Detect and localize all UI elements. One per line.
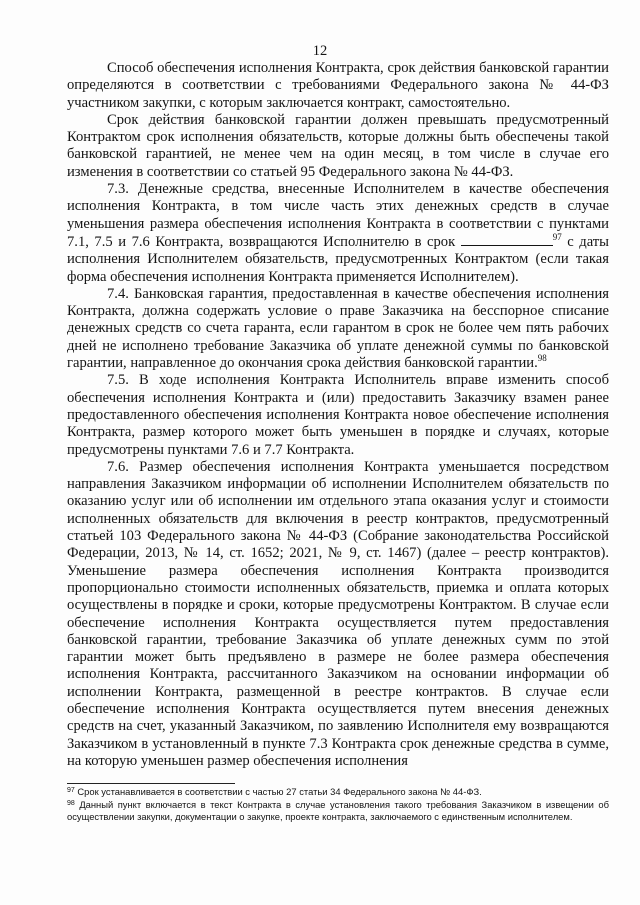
footnotes (67, 786, 609, 824)
footnote-98-text: Данный пункт включается в текст Контракта в случае установления такого требования Заказчиком в извещении об осуществлении закупки, документации о закупке, проекте контракта, заключаемого с единственным исполнителем. (67, 798, 610, 822)
footnote-98 (67, 799, 609, 824)
paragraph-7-4 (67, 286, 609, 372)
paragraph-guarantee-method: Способ обеспечения исполнения Контракта, срок действия банковской гарантии определяются в соответствии с требованиями Федерального закона № 44-ФЗ участником закупки, с которым заключается контракт, самостоятельно. (67, 60, 609, 111)
footnote-97-text: Срок устанавливается в соответствии с частью 27 статьи 34 Федерального закона № 44-ФЗ. (77, 786, 482, 797)
paragraph-7-3 (67, 181, 609, 286)
paragraph-7-5: 7.5. В ходе исполнения Контракта Исполнитель вправе изменить способ обеспечения исполнения Контракта и (или) предоставить Заказчику взамен ранее предоставленного обеспечения исполнения Контракта новое обеспечение исполнения Контракта, размер которого может быть уменьшен в порядке и случаях, которые предусмотрены пунктами 7.6 и 7.7 Контракта. (67, 372, 609, 458)
footnote-mark-97: 97 (67, 787, 75, 794)
paragraph-7-6: 7.6. Размер обеспечения исполнения Контракта уменьшается посредством направления Заказчиком информации об исполнении Исполнителем обязательств по оказанию услуг или об исполнении им отдельного этапа оказания услуг и стоимости исполненных обязательств для включения в реестр контрактов, предусмотренный статьей 103 Федерального закона № 44-ФЗ (Собрание законодательства Российской Федерации, 2013, № 14, ст. 1652; 2021, № 9, ст. 1467) (далее – реестр контрактов). Уменьшение размера обеспечения исполнения Контракта производится пропорционально стоимости исполненных обязательств, приемка и оплата которых осуществлены в порядке и сроки, которые предусмотрены Контрактом. В случае если обеспечение исполнения Контракта осуществляется путем предоставления банковской гарантии, требование Заказчика об уплате денежных сумм по этой гарантии может быть предъявлено в размере не более размера обеспечения исполнения Контракта, рассчитанного Заказчиком на основании информации об исполнении Контракта, размещенной в реестре контрактов. В случае если обеспечение исполнения Контракта осуществляется путем внесения денежных средств на счет, указанный Заказчиком, по заявлению Исполнителя ему возвращаются Заказчиком в установленный в пункте 7.3 Контракта срок денежные средства в сумме, на которую уменьшен размер обеспечения исполнения (67, 458, 609, 769)
footnote-ref-98: 98 (537, 353, 547, 364)
footnote-ref-97: 97 (552, 231, 562, 242)
footnote-divider (67, 783, 235, 784)
document-body (67, 60, 609, 770)
footnote-97 (67, 786, 609, 799)
paragraph-7-4-text: 7.4. Банковская гарантия, предоставленная в качестве обеспечения исполнения Контракта, должна содержать условие о праве Заказчика на бесспорное списание денежных средств со счета гаранта, если гарантом в срок не более чем пять рабочих дней не исполнено требование Заказчика об уплате денежной суммы по банковской гарантии, направленное до окончания срока действия банковской гарантии. (67, 285, 609, 372)
paragraph-7-3-text-before: 7.3. Денежные средства, внесенные Исполнителем в качестве обеспечения исполнения Контракта, в том числе часть этих денежных средств в случае уменьшения размера обеспечения исполнения Контракта в соответствии с пунктами 7.1, 7.5 и 7.6 Контракта, возвращаются Исполнителю в срок (67, 181, 609, 250)
paragraph-guarantee-term: Срок действия банковской гарантии должен превышать предусмотренный Контрактом срок исполнения обязательств, которые должны быть обеспечены такой банковской гарантией, не менее чем на один месяц, в том числе в случае его изменения в соответствии со статьей 95 Федерального закона № 44-ФЗ. (67, 111, 609, 180)
page-number: 12 (312, 43, 328, 59)
paragraph-7-3-text-after: с даты исполнения Исполнителем обязательств, предусмотренных Контрактом (если такая форма обеспечения исполнения Контракта применяется Исполнителем). (67, 233, 609, 285)
footnote-mark-98: 98 (67, 799, 75, 807)
blank-line (461, 233, 553, 246)
